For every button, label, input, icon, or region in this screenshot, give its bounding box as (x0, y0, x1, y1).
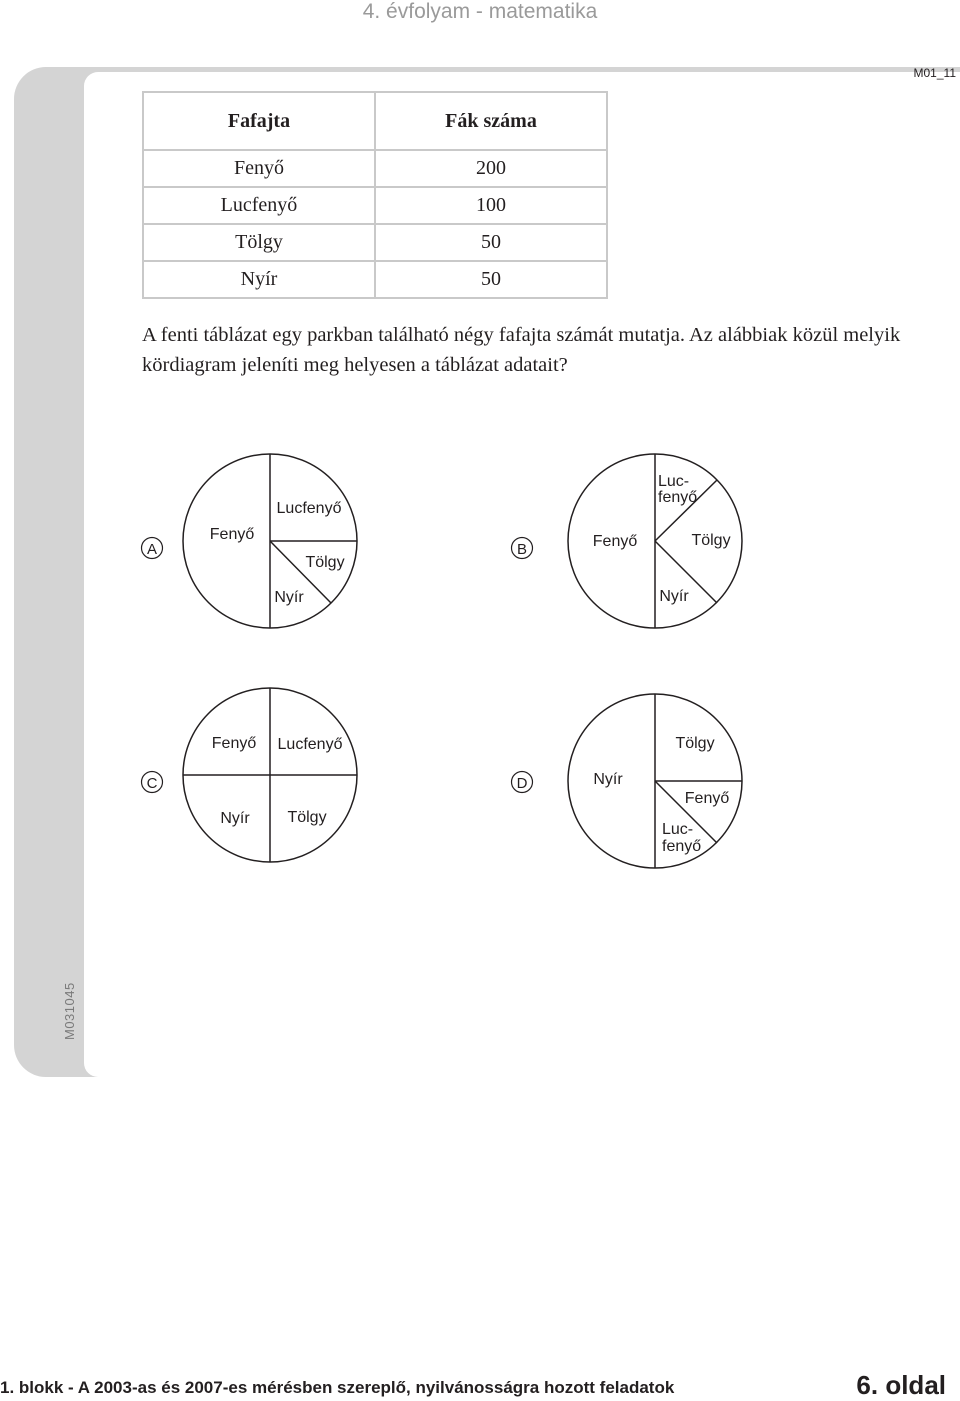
page-header-title: 4. évfolyam - matematika (362, 0, 598, 23)
table-header-tree-type: Fafajta (143, 92, 375, 150)
item-code-vertical: M031045 (62, 982, 77, 1040)
pie-b-label: Tölgy (691, 532, 731, 549)
pie-d-label: Fenyő (684, 790, 730, 807)
pie-d-label: Tölgy (675, 735, 715, 752)
pie-a-label: Fenyő (209, 526, 255, 543)
table-cell: Nyír (143, 261, 375, 298)
table-cell: Tölgy (143, 224, 375, 261)
pie-b-label: Fenyő (592, 533, 638, 550)
table-header-tree-count: Fák száma (375, 92, 607, 150)
pie-a-label: Nyír (274, 589, 304, 606)
pie-c-label: Tölgy (287, 809, 327, 826)
option-c-letter: C (146, 775, 158, 792)
table-cell: Fenyő (143, 150, 375, 187)
pie-a-label: Tölgy (305, 554, 345, 571)
option-a-letter: A (146, 541, 158, 558)
pie-c-label: Lucfenyő (277, 736, 343, 753)
pie-c-label: Fenyő (211, 735, 257, 752)
option-a[interactable] (142, 454, 358, 628)
pie-a-label: Lucfenyő (276, 500, 342, 517)
table-cell: 200 (375, 150, 607, 187)
question-text: A fenti táblázat egy parkban található négy fafajta számát mutatja. Az alábbiak közül melyik kördiagram jeleníti meg helyesen a táblázat adatait? (142, 324, 901, 376)
table-cell: 100 (375, 187, 607, 224)
pie-d-label: fenyő (662, 838, 702, 855)
pie-d-label: Nyír (593, 771, 623, 788)
pie-d-label: Luc- (662, 821, 694, 838)
option-d[interactable] (512, 694, 743, 868)
pie-c-label: Nyír (220, 810, 250, 827)
page-number: 6. oldal (856, 1370, 946, 1400)
pie-b-label: Nyír (659, 588, 689, 605)
item-id: M01_11 (913, 66, 956, 80)
option-b-letter: B (516, 541, 528, 558)
table-cell: 50 (375, 224, 607, 261)
option-d-letter: D (516, 775, 528, 792)
pie-b-label: fenyő (658, 489, 698, 506)
pie-b-label: Luc- (658, 473, 690, 490)
table-cell: 50 (375, 261, 607, 298)
table-cell: Lucfenyő (143, 187, 375, 224)
footer-text: 1. blokk - A 2003-as és 2007-es mérésben szereplő, nyilvánosságra hozott feladatok (0, 1378, 675, 1397)
option-c[interactable] (142, 688, 358, 862)
option-b[interactable] (512, 454, 743, 628)
